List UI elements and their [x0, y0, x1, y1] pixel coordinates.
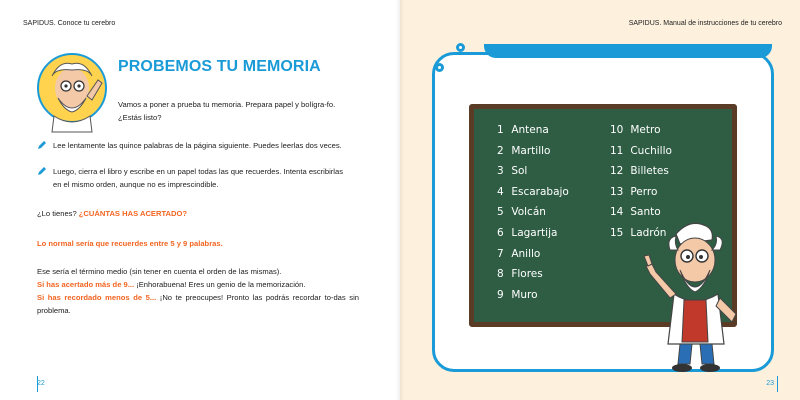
word-text: Cuchillo: [630, 144, 672, 157]
page-title: PROBEMOS TU MEMORIA: [118, 58, 321, 75]
word-text: Metro: [630, 124, 661, 136]
question-highlight: ¿CUÁNTAS HAS ACERTADO?: [78, 209, 188, 218]
word-number: 15: [610, 226, 624, 239]
word-number: 14: [610, 206, 624, 219]
para-highlight: Si has recordado menos de 5...: [37, 293, 157, 302]
para-text: ¡No te preocupes! Pronto las podrás recordar to-das sin problema.: [37, 293, 359, 315]
word-item: [610, 186, 672, 207]
question-line: [37, 207, 187, 220]
word-text: Lagartija: [511, 226, 558, 239]
word-item: [497, 227, 569, 248]
word-text: Muro: [511, 288, 538, 301]
word-item: [497, 124, 569, 145]
word-text: Escarabajo: [511, 185, 569, 198]
word-item: [610, 165, 672, 186]
word-number: 4: [497, 185, 504, 198]
left-running-header: SAPIDUS. Conoce tu cerebro: [23, 20, 116, 27]
word-item: [610, 145, 672, 166]
word-item: [497, 165, 569, 186]
word-number: 10: [610, 124, 624, 136]
word-text: Flores: [511, 268, 543, 281]
word-number: 3: [497, 165, 504, 178]
word-number: 2: [497, 144, 504, 157]
word-number: 8: [497, 268, 504, 281]
para-text: ¡Enhorabuena! Eres un genio de la memorización.: [134, 280, 306, 289]
pencil-bullet-icon: [37, 140, 46, 150]
page-number-rule: [777, 376, 778, 392]
para-text: Ese sería el término medio (sin tener en cuenta el orden de las mismas).: [37, 267, 282, 276]
page-number-right: 23: [766, 380, 774, 387]
word-item: [497, 206, 569, 227]
word-text: Martillo: [511, 144, 551, 157]
right-running-header: SAPIDUS. Manual de instrucciones de tu cerebro: [628, 20, 782, 27]
word-number: 5: [497, 206, 504, 219]
normal-range-line: Lo normal sería que recuerdes entre 5 y 9 palabras.: [37, 239, 223, 248]
word-number: 13: [610, 185, 624, 198]
frame-dot: [456, 43, 465, 52]
word-text: Anillo: [511, 247, 541, 260]
intro-text: Vamos a poner a prueba tu memoria. Prepara papel y bolígra-fo. ¿Estás listo?: [118, 100, 336, 122]
result-paragraph: [37, 265, 359, 317]
word-number: 12: [610, 165, 624, 178]
mascot-scientist-pointing-icon: [640, 214, 750, 374]
word-text: Sol: [511, 165, 528, 178]
word-number: 9: [497, 288, 504, 301]
word-list-left: [497, 124, 569, 309]
word-number: 7: [497, 247, 504, 260]
word-text: Billetes: [630, 165, 669, 178]
word-item: [497, 145, 569, 166]
page-number-left: 22: [37, 380, 45, 387]
word-text: Santo: [630, 206, 661, 219]
question-prefix: ¿Lo tienes?: [37, 209, 79, 218]
word-item: [610, 124, 672, 145]
word-item: [497, 248, 569, 269]
word-text: Volcán: [511, 206, 546, 219]
bullet-text: Luego, cierra el libro y escribe en un papel todas las que recuerdes. Intenta escribirlas en el mismo orden, aunque no es imprescindible.: [53, 167, 343, 189]
frame-dot: [435, 63, 444, 72]
word-item: [497, 289, 569, 310]
word-text: Ladrón: [630, 226, 667, 239]
word-text: Perro: [630, 185, 658, 198]
para-highlight: Si has acertado más de 9...: [37, 280, 135, 289]
frame-tab: [484, 44, 772, 58]
word-number: 6: [497, 226, 504, 239]
mascot-scientist-thinking-icon: [32, 46, 112, 136]
pencil-bullet-icon: [37, 166, 46, 176]
word-item: [497, 268, 569, 289]
bullet-text: Lee lentamente las quince palabras de la página siguiente. Puedes leerlas dos veces.: [53, 141, 342, 150]
word-text: Antena: [511, 124, 549, 136]
word-number: 1: [497, 124, 504, 136]
word-item: [497, 186, 569, 207]
book-gutter: [396, 0, 404, 400]
word-number: 11: [610, 144, 624, 157]
